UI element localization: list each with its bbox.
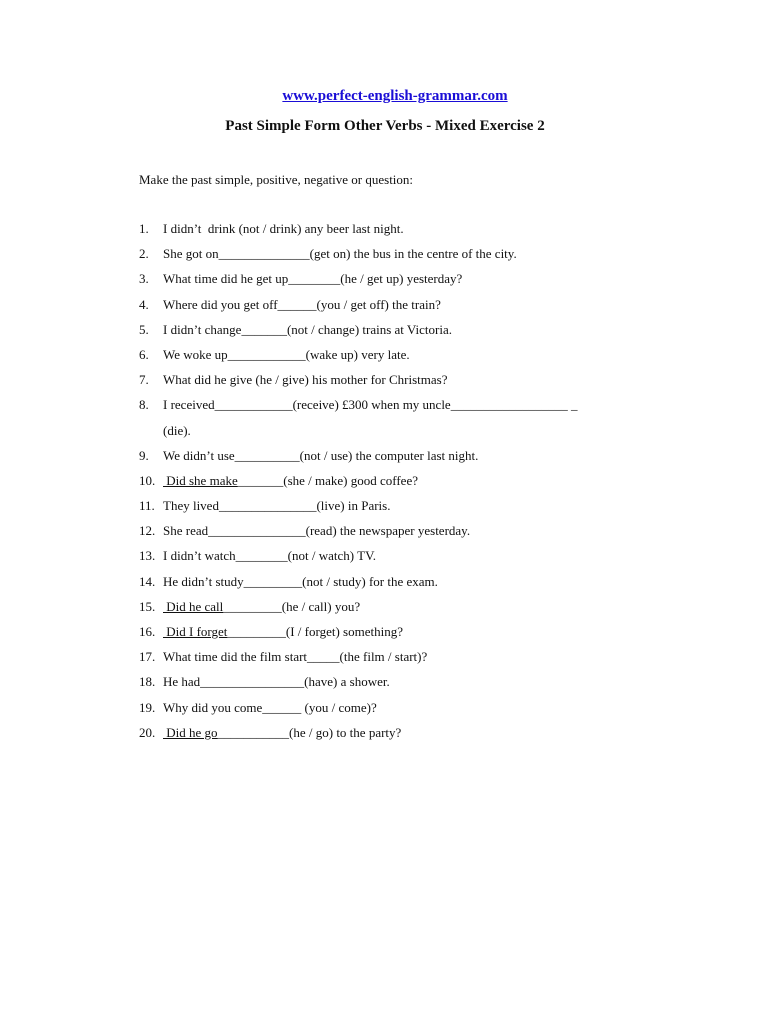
exercise-item bbox=[139, 700, 577, 725]
exercise-item bbox=[139, 725, 577, 750]
item-number: 6. bbox=[139, 346, 149, 362]
item-number: 11. bbox=[139, 498, 155, 514]
item-text: _______(she / make) good coffee? bbox=[237, 472, 418, 488]
item-number: 9. bbox=[139, 447, 149, 463]
item-answer: Did I forget bbox=[163, 624, 228, 640]
site-link[interactable]: www.perfect-english-grammar.com bbox=[282, 88, 508, 104]
exercise-item bbox=[139, 221, 577, 246]
item-text: Why did you come______ (you / come)? bbox=[163, 699, 377, 715]
item-text: _________(I / forget) something? bbox=[227, 624, 403, 640]
item-answer: Did he go bbox=[163, 724, 218, 740]
exercise-item bbox=[139, 473, 577, 498]
item-number: 19. bbox=[139, 699, 156, 715]
item-text: What time did he get up________(he / get up) yesterday? bbox=[163, 271, 463, 287]
exercise-item bbox=[139, 574, 577, 599]
exercise-list bbox=[139, 221, 577, 750]
exercise-item bbox=[139, 271, 577, 296]
item-number: 2. bbox=[139, 246, 149, 262]
item-text: What did he give (he / give) his mother for Christmas? bbox=[163, 372, 448, 388]
instructions: Make the past simple, positive, negative or question: bbox=[139, 172, 414, 187]
item-number: 12. bbox=[139, 523, 156, 539]
exercise-item bbox=[139, 674, 577, 699]
exercise-item bbox=[139, 372, 577, 397]
item-text: What time did the film start_____(the film / start)? bbox=[163, 649, 428, 665]
item-text: ___________(he / go) to the party? bbox=[217, 724, 402, 740]
item-number: 18. bbox=[139, 674, 156, 690]
item-number: 15. bbox=[139, 598, 156, 614]
exercise-item bbox=[139, 649, 577, 674]
item-text: I didn’t change_______(not / change) trains at Victoria. bbox=[163, 321, 452, 337]
item-text: She got on______________(get on) the bus in the centre of the city. bbox=[163, 246, 517, 262]
item-text: They lived_______________(live) in Paris. bbox=[163, 498, 391, 514]
exercise-item bbox=[139, 498, 577, 523]
item-number: 16. bbox=[139, 624, 156, 640]
item-answer: Did he call bbox=[163, 598, 224, 614]
item-number: 5. bbox=[139, 321, 149, 337]
exercise-item bbox=[139, 523, 577, 548]
exercise-item bbox=[139, 322, 577, 347]
exercise-item bbox=[139, 599, 577, 624]
item-number: 17. bbox=[139, 649, 156, 665]
item-text: He had________________(have) a shower. bbox=[163, 674, 390, 690]
exercise-item bbox=[139, 246, 577, 271]
item-text: We didn’t use__________(not / use) the computer last night. bbox=[163, 447, 479, 463]
item-number: 1. bbox=[139, 221, 149, 236]
item-text: I didn’t watch________(not / watch) TV. bbox=[163, 548, 377, 564]
exercise-item bbox=[139, 448, 577, 473]
exercise-item bbox=[139, 548, 577, 573]
item-text: She read_______________(read) the newspaper yesterday. bbox=[163, 523, 471, 539]
item-text: We woke up____________(wake up) very late. bbox=[163, 346, 410, 362]
item-text: I didn’t drink (not / drink) any beer last night. bbox=[163, 221, 404, 236]
exercise-item bbox=[139, 297, 577, 322]
exercise-item bbox=[139, 624, 577, 649]
item-number: 7. bbox=[139, 372, 149, 388]
item-number: 4. bbox=[139, 296, 149, 312]
item-number: 20. bbox=[139, 724, 156, 740]
item-number: 8. bbox=[139, 397, 149, 413]
item-number: 3. bbox=[139, 271, 149, 287]
exercise-item bbox=[139, 347, 577, 372]
item-number: 13. bbox=[139, 548, 156, 564]
exercise-item bbox=[139, 397, 577, 447]
item-number: 10. bbox=[139, 472, 156, 488]
item-text: He didn’t study_________(not / study) for the exam. bbox=[163, 573, 438, 589]
item-text: I received____________(receive) £300 when my uncle__________________ _ bbox=[163, 397, 578, 413]
item-answer: Did she make bbox=[163, 472, 238, 488]
page-title: Past Simple Form Other Verbs - Mixed Exercise 2 bbox=[225, 118, 545, 134]
item-text: Where did you get off______(you / get off) the train? bbox=[163, 296, 441, 312]
item-number: 14. bbox=[139, 573, 156, 589]
item-text-continued: (die). bbox=[163, 422, 191, 438]
item-text: _________(he / call) you? bbox=[223, 598, 361, 614]
